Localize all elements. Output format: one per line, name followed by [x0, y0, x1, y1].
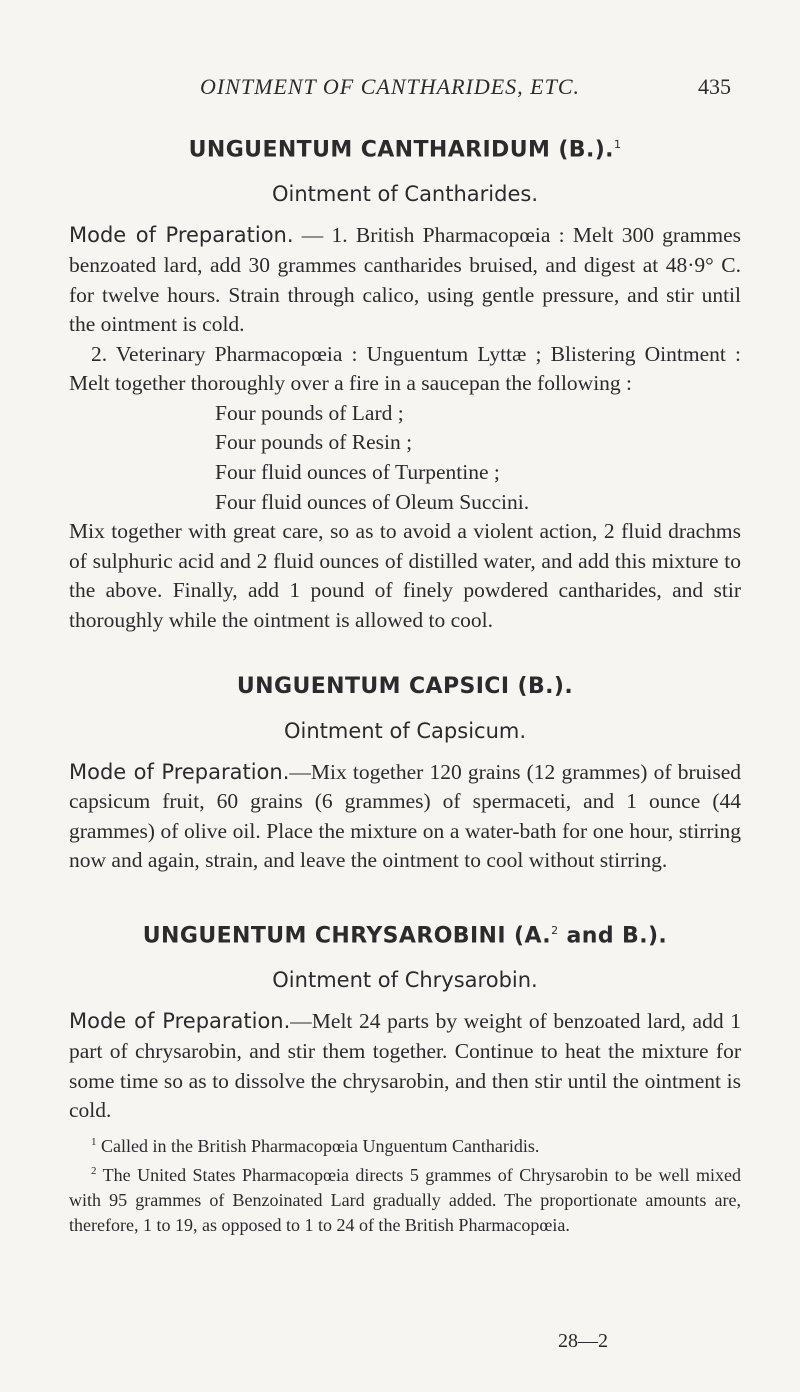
footnotes	[69, 1130, 741, 1238]
paragraph: 2. Veterinary Pharmacopœia : Unguentum Lyttæ ; Blistering Ointment : Melt together thoroughly over a fire in a saucepan the following :	[69, 341, 741, 396]
section-title-text: and B.).	[558, 923, 668, 949]
section-title-text: UNGUENTUM CHRYSAROBINI (A.	[142, 923, 552, 949]
footnote-ref: 1	[613, 138, 622, 151]
section-cantharidum	[69, 130, 741, 636]
section-title: UNGUENTUM CAPSICI (B.).	[236, 673, 574, 699]
section-capsici	[69, 672, 741, 876]
list-item: Four fluid ounces of Oleum Succini.	[215, 489, 530, 514]
page-content	[69, 130, 741, 1238]
list-item: Four pounds of Lard ;	[215, 400, 404, 425]
section-chrysarobini	[69, 916, 741, 1126]
lead-in: Mode of Preparation.	[69, 759, 290, 784]
footnote-mark: 1	[91, 1135, 97, 1148]
ingredient-list	[69, 399, 741, 517]
footnote-ref: 2	[551, 924, 559, 938]
section-subtitle: Ointment of Capsicum.	[283, 718, 527, 743]
signature-mark: 28—2	[558, 1330, 608, 1352]
paragraph-text: —Melt 24 parts by weight of benzoated lard, add 1 part of chrysarobin, and stir them together. Continue to heat the mixture for some time so as to dissolve the chrysarobin, and then stir until the ointment is cold.	[69, 1009, 741, 1123]
footnote-text: Called in the British Pharmacopœia Unguentum Cantharidis.	[96, 1135, 540, 1156]
lead-in: Mode of Preparation.	[69, 223, 294, 248]
paragraph: Mix together with great care, so as to avoid a violent action, 2 fluid drachms of sulphuric acid and 2 fluid ounces of distilled water, and add this mixture to the above. Finally, add 1 pound of finely powdered cantharides, and stir thoroughly while the ointment is allowed to cool.	[69, 519, 741, 633]
footnote	[69, 1130, 741, 1159]
list-item: Four pounds of Resin ;	[215, 430, 413, 455]
section-title	[69, 916, 741, 951]
paragraph	[69, 1007, 741, 1125]
section-subtitle: Ointment of Chrysarobin.	[272, 968, 538, 993]
section-title-text: UNGUENTUM CANTHARIDUM (B.).	[188, 137, 614, 163]
footnote	[69, 1159, 741, 1238]
paragraph	[69, 758, 741, 876]
footnote-mark: 2	[91, 1164, 97, 1177]
paragraph	[69, 221, 741, 339]
paragraph-text: — 1. British Pharmacopœia : Melt 300 grammes benzoated lard, add 30 grammes cantharides bruised, and digest at 48·9° C. for twelve hours. Strain through calico, using gentle pressure, and stir until the ointment is cold.	[69, 223, 741, 337]
running-head-title: OINTMENT OF CANTHARIDES, ETC.	[200, 74, 581, 99]
paragraph-text: —Mix together 120 grains (12 grammes) of bruised capsicum fruit, 60 grains (6 grammes) of spermaceti, and 1 ounce (44 grammes) of olive oil. Place the mixture on a water-bath for one hour, stirring now and again, strain, and leave the ointment to cool without stirring.	[69, 759, 741, 873]
section-subtitle: Ointment of Cantharides.	[271, 182, 538, 207]
section-title	[69, 130, 741, 165]
lead-in: Mode of Preparation.	[69, 1009, 291, 1034]
list-item: Four fluid ounces of Turpentine ;	[215, 460, 500, 485]
running-head	[0, 74, 800, 104]
footnote-text: The United States Pharmacopœia directs 5 grammes of Chrysarobin to be well mixed with 95 grammes of Benzoinated Lard gradually added. The proportionate amounts are, therefore, 1 to 19, as opposed to 1 to 24 of the British Pharmacopœia.	[69, 1164, 741, 1235]
page-number: 435	[698, 74, 731, 99]
